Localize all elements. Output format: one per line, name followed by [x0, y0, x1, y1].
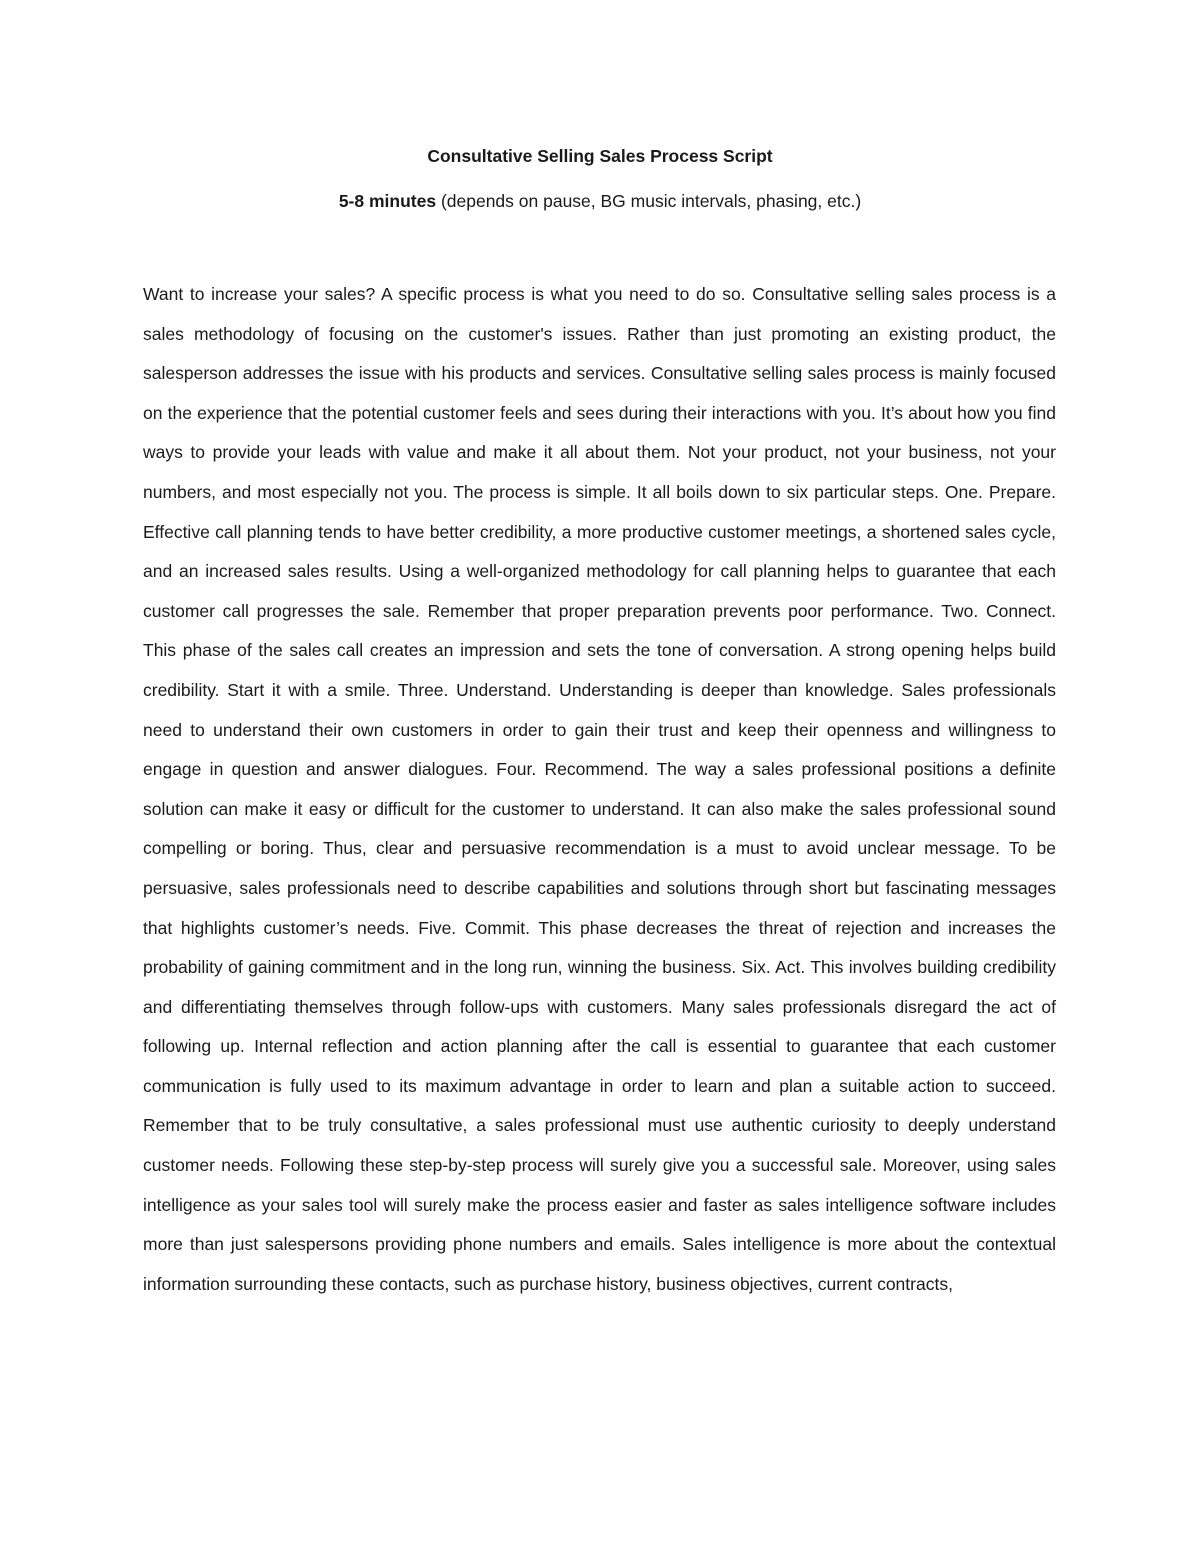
- document-title: Consultative Selling Sales Process Script: [427, 146, 773, 166]
- document-subtitle: [0, 186, 1200, 216]
- duration-note: (depends on pause, BG music intervals, phasing, etc.): [436, 191, 862, 211]
- body-paragraph: Want to increase your sales? A specific process is what you need to do so. Consultative selling sales process is a sales methodology of focusing on the customer's issues. Rather than just promoting an existing product, the salesperson addresses the issue with his products and services. Consultative selling sales process is mainly focused on the experience that the potential customer feels and sees during their interactions with you. It’s about how you find ways to provide your leads with value and make it all about them. Not your product, not your business, not your numbers, and most especially not you. The process is simple. It all boils down to six particular steps. One. Prepare. Effective call planning tends to have better credibility, a more productive customer meetings, a shortened sales cycle, and an increased sales results. Using a well-organized methodology for call planning helps to guarantee that each customer call progresses the sale. Remember that proper preparation prevents poor performance. Two. Connect. This phase of the sales call creates an impression and sets the tone of conversation. A strong opening helps build credibility. Start it with a smile. Three. Understand. Understanding is deeper than knowledge. Sales professionals need to understand their own customers in order to gain their trust and keep their openness and willingness to engage in question and answer dialogues. Four. Recommend. The way a sales professional positions a definite solution can make it easy or difficult for the customer to understand. It can also make the sales professional sound compelling or boring. Thus, clear and persuasive recommendation is a must to avoid unclear message. To be persuasive, sales professionals need to describe capabilities and solutions through short but fascinating messages that highlights customer’s needs. Five. Commit. This phase decreases the threat of rejection and increases the probability of gaining commitment and in the long run, winning the business. Six. Act. This involves building credibility and differentiating themselves through follow-ups with customers. Many sales professionals disregard the act of following up. Internal reflection and action planning after the call is essential to guarantee that each customer communication is fully used to its maximum advantage in order to learn and plan a suitable action to succeed. Remember that to be truly consultative, a sales professional must use authentic curiosity to deeply understand customer needs. Following these step-by-step process will surely give you a successful sale. Moreover, using sales intelligence as your sales tool will surely make the process easier and faster as sales intelligence software includes more than just salespersons providing phone numbers and emails. Sales intelligence is more about the contextual information surrounding these contacts, such as purchase history, business objectives, current contracts,: [143, 284, 1056, 1294]
- duration-label: 5-8 minutes: [338, 191, 437, 211]
